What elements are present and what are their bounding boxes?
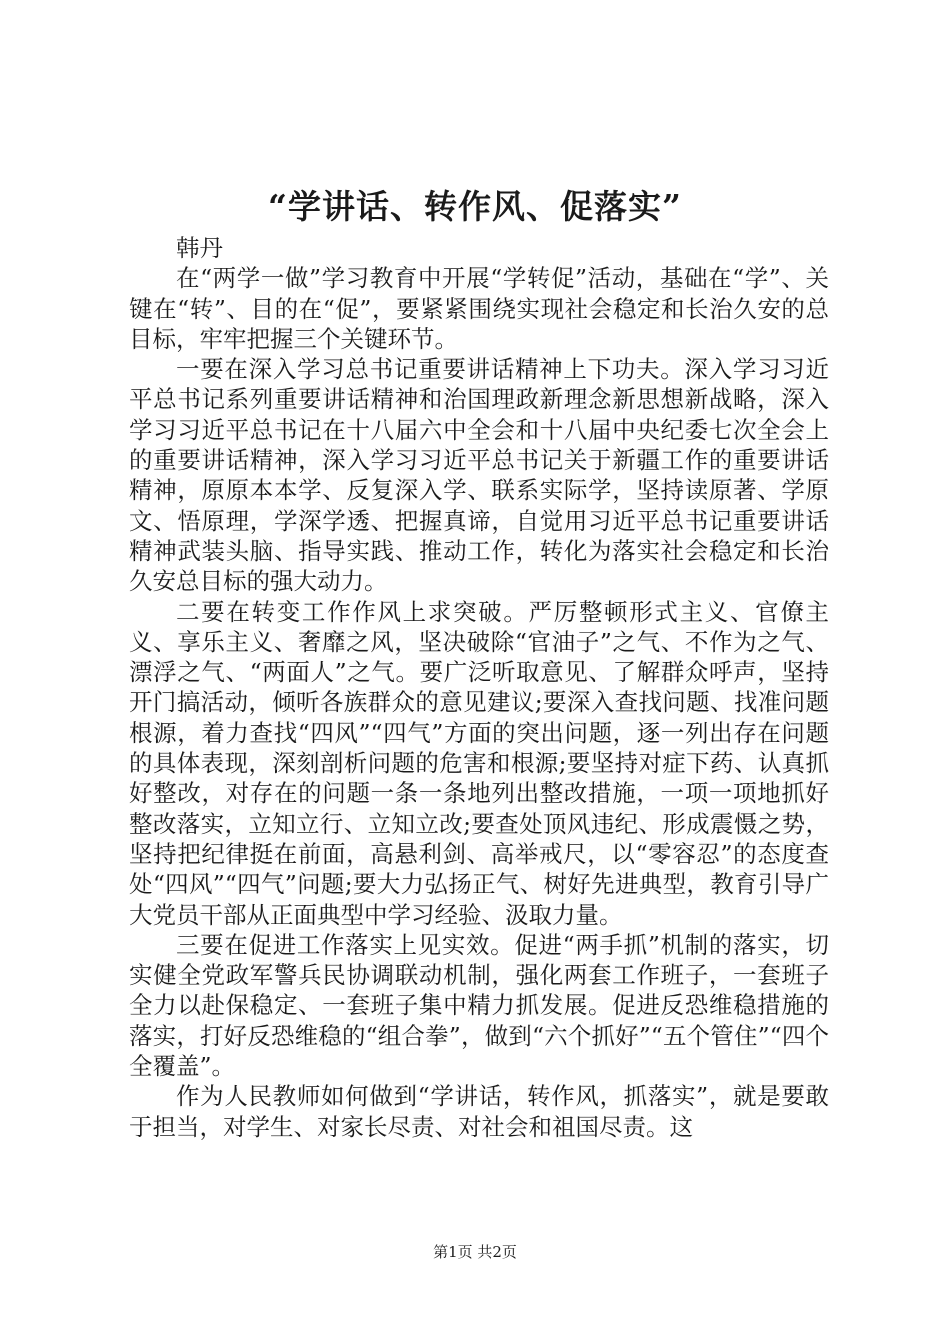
document-body: [129, 233, 829, 1142]
page-title: “学讲话、转作风、促落实”: [268, 187, 682, 226]
page-footer: 第1页 共2页: [433, 1243, 517, 1261]
author-line: 韩丹: [176, 234, 223, 262]
paragraph-third-point: 三要在促进工作落实上见实效。促进“两手抓”机制的落实，切实健全党政军警兵民协调联动机制，强化两套工作班子，一套班子全力以赴保稳定、一套班子集中精力抓发展。促进反恐维稳措施的落实，打好反恐维稳的“组合拳”，做到“六个抓好”“五个管住”“四个全覆盖”。: [129, 930, 829, 1081]
paragraph-second-point: 二要在转变工作作风上求突破。严厉整顿形式主义、官僚主义、享乐主义、奢靡之风，坚决破除“官油子”之气、不作为之气、漂浮之气、“两面人”之气。要广泛听取意见、了解群众呼声，坚持开门搞活动，倾听各族群众的意见建议;要深入查找问题、找准问题根源，着力查找“四风”“四气”方面的突出问题，逐一列出存在问题的具体表现，深刻剖析问题的危害和根源;要坚持对症下药、认真抓好整改，对存在的问题一条一条地列出整改措施，一项一项地抓好整改落实，立知立行、立知立改;要查处顶风违纪、形成震慑之势，坚持把纪律挺在前面，高悬利剑、高举戒尺，以“零容忍”的态度查处“四风”“四气”问题;要大力弘扬正气、树好先进典型，教育引导广大党员干部从正面典型中学习经验、汲取力量。: [129, 597, 829, 929]
paragraph-first-point: 一要在深入学习总书记重要讲话精神上下功夫。深入学习习近平总书记系列重要讲话精神和治国理政新理念新思想新战略，深入学习习近平总书记在十八届六中全会和十八届中央纪委七次全会上的重要讲话精神，深入学习习近平总书记关于新疆工作的重要讲话精神，原原本本学、反复深入学、联系实际学，坚持读原著、学原文、悟原理，学深学透、把握真谛，自觉用习近平总书记重要讲话精神武装头脑、指导实践、推动工作，转化为落实社会稳定和长治久安总目标的强大动力。: [129, 355, 829, 596]
paragraph-intro: 在“两学一做”学习教育中开展“学转促”活动，基础在“学”、关键在“转”、目的在“促”，要紧紧围绕实现社会稳定和长治久安的总目标，牢牢把握三个关键环节。: [129, 264, 829, 353]
paragraph-teacher: 作为人民教师如何做到“学讲话，转作风，抓落实”，就是要敢于担当，对学生、对家长尽责、对社会和祖国尽责。这: [129, 1082, 829, 1141]
